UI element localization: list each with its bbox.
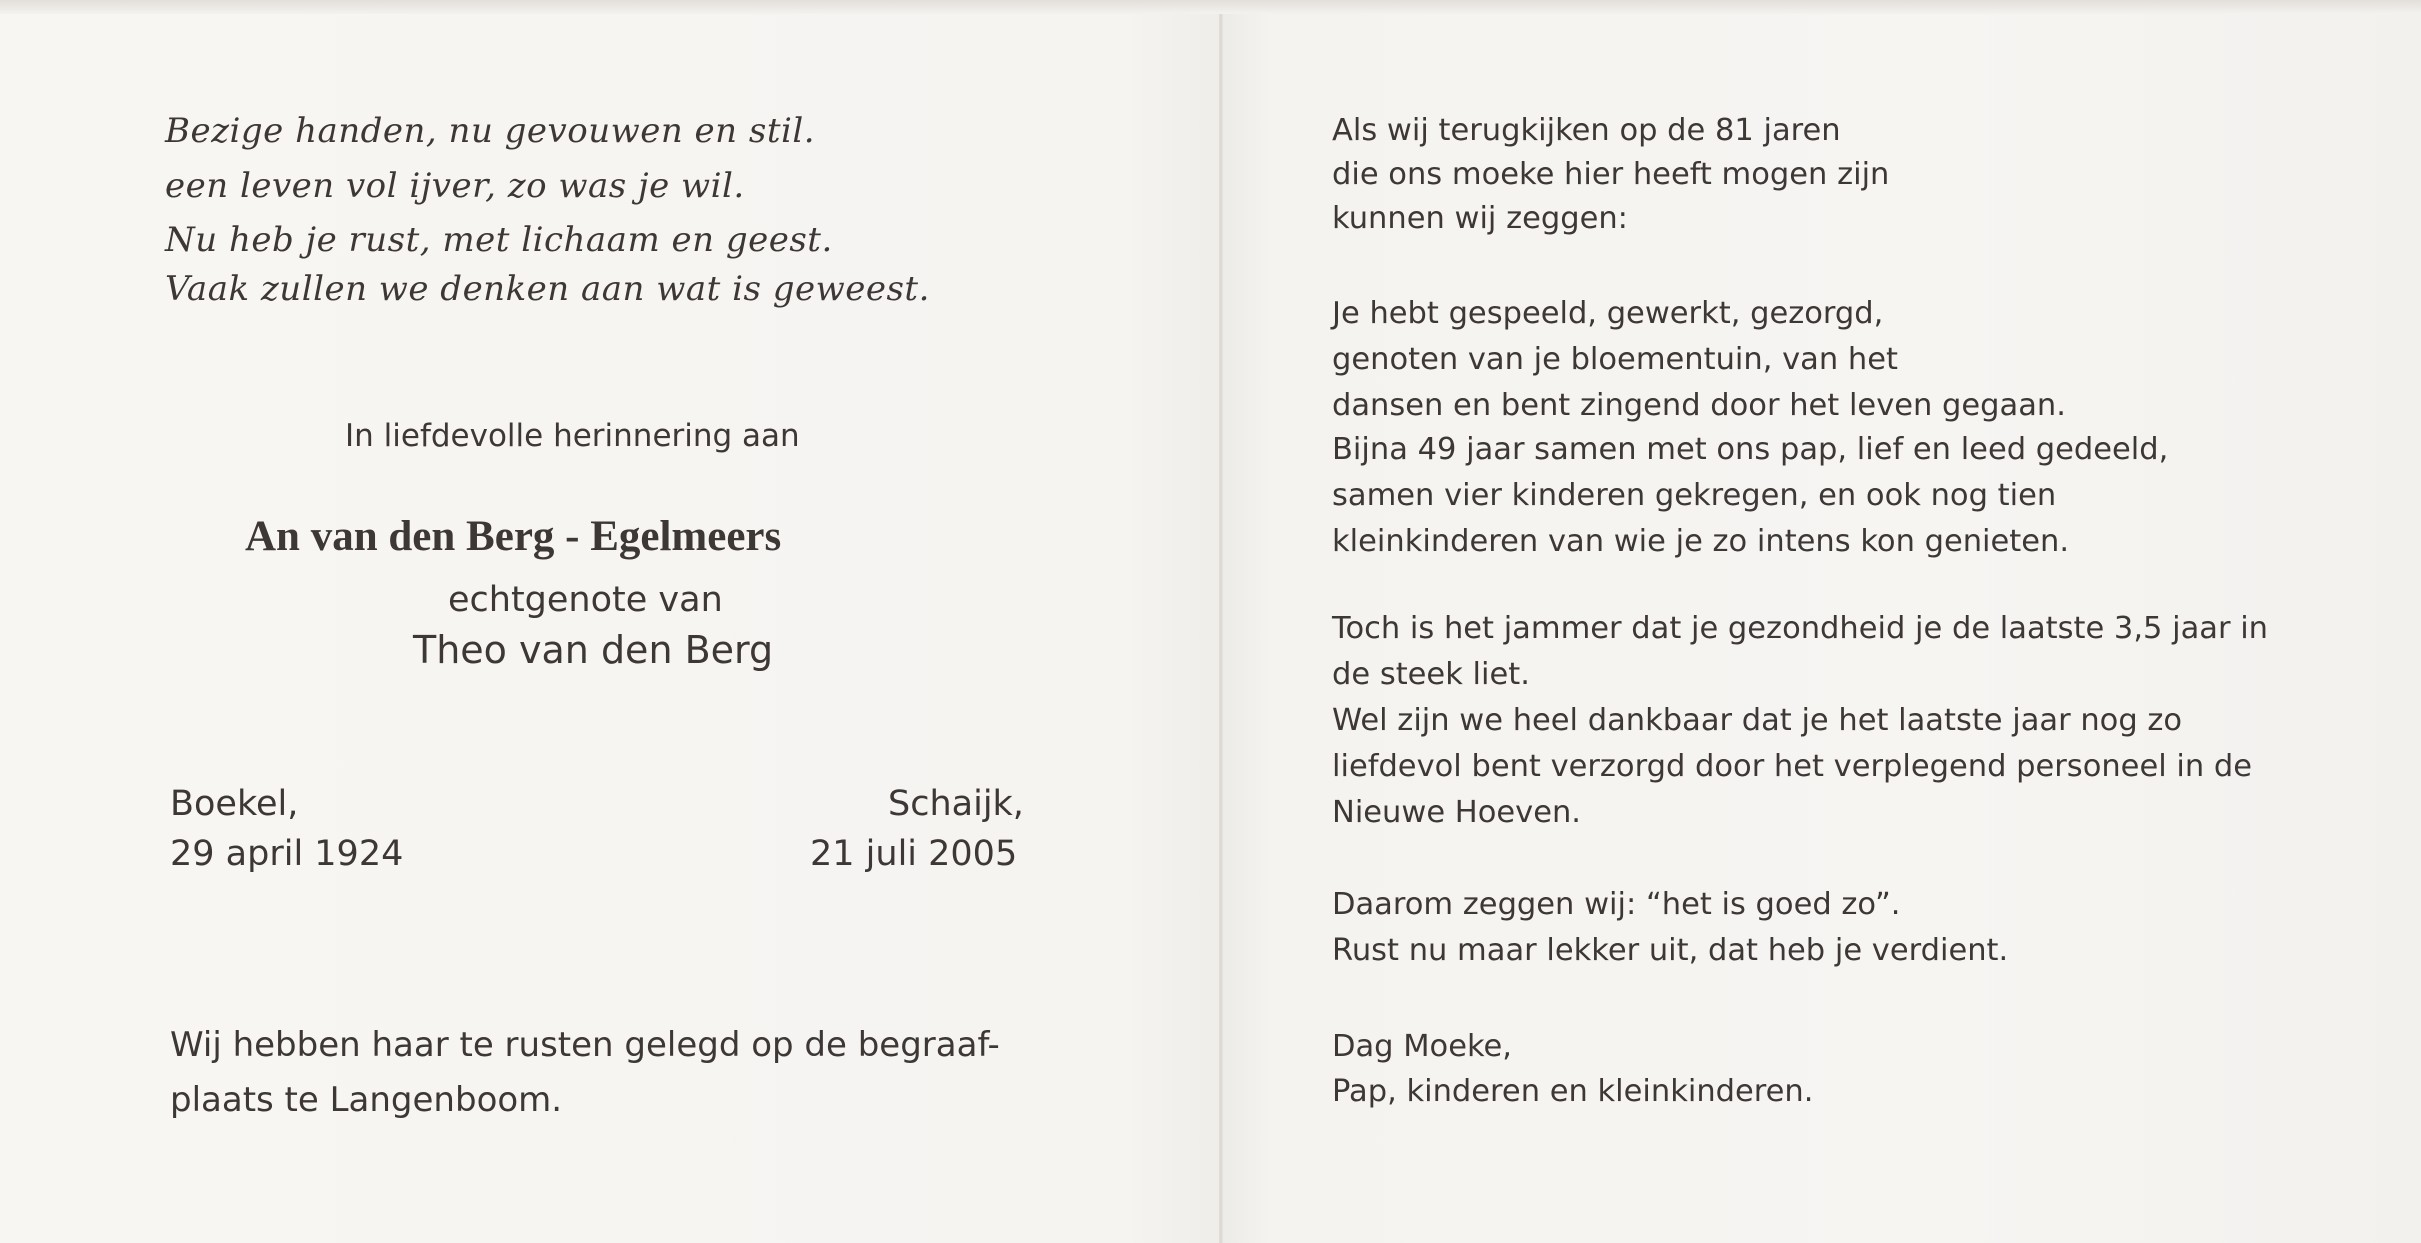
poem-line: een leven vol ijver, zo was je wil.: [165, 166, 745, 206]
text-line: Rust nu maar lekker uit, dat heb je verdient.: [1332, 933, 2009, 968]
spouse-name: Theo van den Berg: [413, 628, 774, 672]
poem-line: Vaak zullen we denken aan wat is geweest.: [165, 269, 930, 309]
burial-line: Wij hebben haar te rusten gelegd op de begraaf-: [170, 1025, 1000, 1065]
text-line: de steek liet.: [1332, 657, 1530, 692]
text-line: die ons moeke hier heeft mogen zijn: [1332, 157, 1890, 192]
text-line: Als wij terugkijken op de 81 jaren: [1332, 113, 1841, 148]
memory-line: In liefdevolle herinnering aan: [345, 418, 800, 454]
text-line: kunnen wij zeggen:: [1332, 201, 1628, 236]
text-line: kleinkinderen van wie je zo intens kon genieten.: [1332, 524, 2070, 559]
card-top-edge: [0, 0, 2421, 14]
poem-line: Nu heb je rust, met lichaam en geest.: [165, 220, 833, 260]
text-line: Dag Moeke,: [1332, 1029, 1513, 1064]
text-line: Nieuwe Hoeven.: [1332, 795, 1581, 830]
birth-date: 29 april 1924: [170, 834, 404, 874]
deceased-name: An van den Berg - Egelmeers: [245, 513, 782, 560]
spouse-label: echtgenote van: [448, 580, 723, 620]
death-date: 21 juli 2005: [810, 834, 1018, 874]
text-line: Daarom zeggen wij: “het is goed zo”.: [1332, 887, 1901, 922]
card-fold: [1219, 0, 1223, 1243]
text-line: Wel zijn we heel dankbaar dat je het laatste jaar nog zo: [1332, 703, 2183, 738]
text-line: genoten van je bloementuin, van het: [1332, 342, 1898, 377]
text-line: samen vier kinderen gekregen, en ook nog tien: [1332, 478, 2057, 513]
poem-line: Bezige handen, nu gevouwen en stil.: [165, 111, 816, 151]
text-line: Toch is het jammer dat je gezondheid je de laatste 3,5 jaar in: [1332, 611, 2269, 646]
text-line: liefdevol bent verzorgd door het verplegend personeel in de: [1332, 749, 2253, 784]
text-line: Bijna 49 jaar samen met ons pap, lief en leed gedeeld,: [1332, 432, 2169, 467]
death-place: Schaijk,: [888, 784, 1024, 824]
birth-place: Boekel,: [170, 784, 299, 824]
text-line: Pap, kinderen en kleinkinderen.: [1332, 1074, 1814, 1109]
text-line: dansen en bent zingend door het leven gegaan.: [1332, 388, 2066, 423]
burial-line: plaats te Langenboom.: [170, 1080, 563, 1120]
text-line: Je hebt gespeeld, gewerkt, gezorgd,: [1332, 296, 1884, 331]
